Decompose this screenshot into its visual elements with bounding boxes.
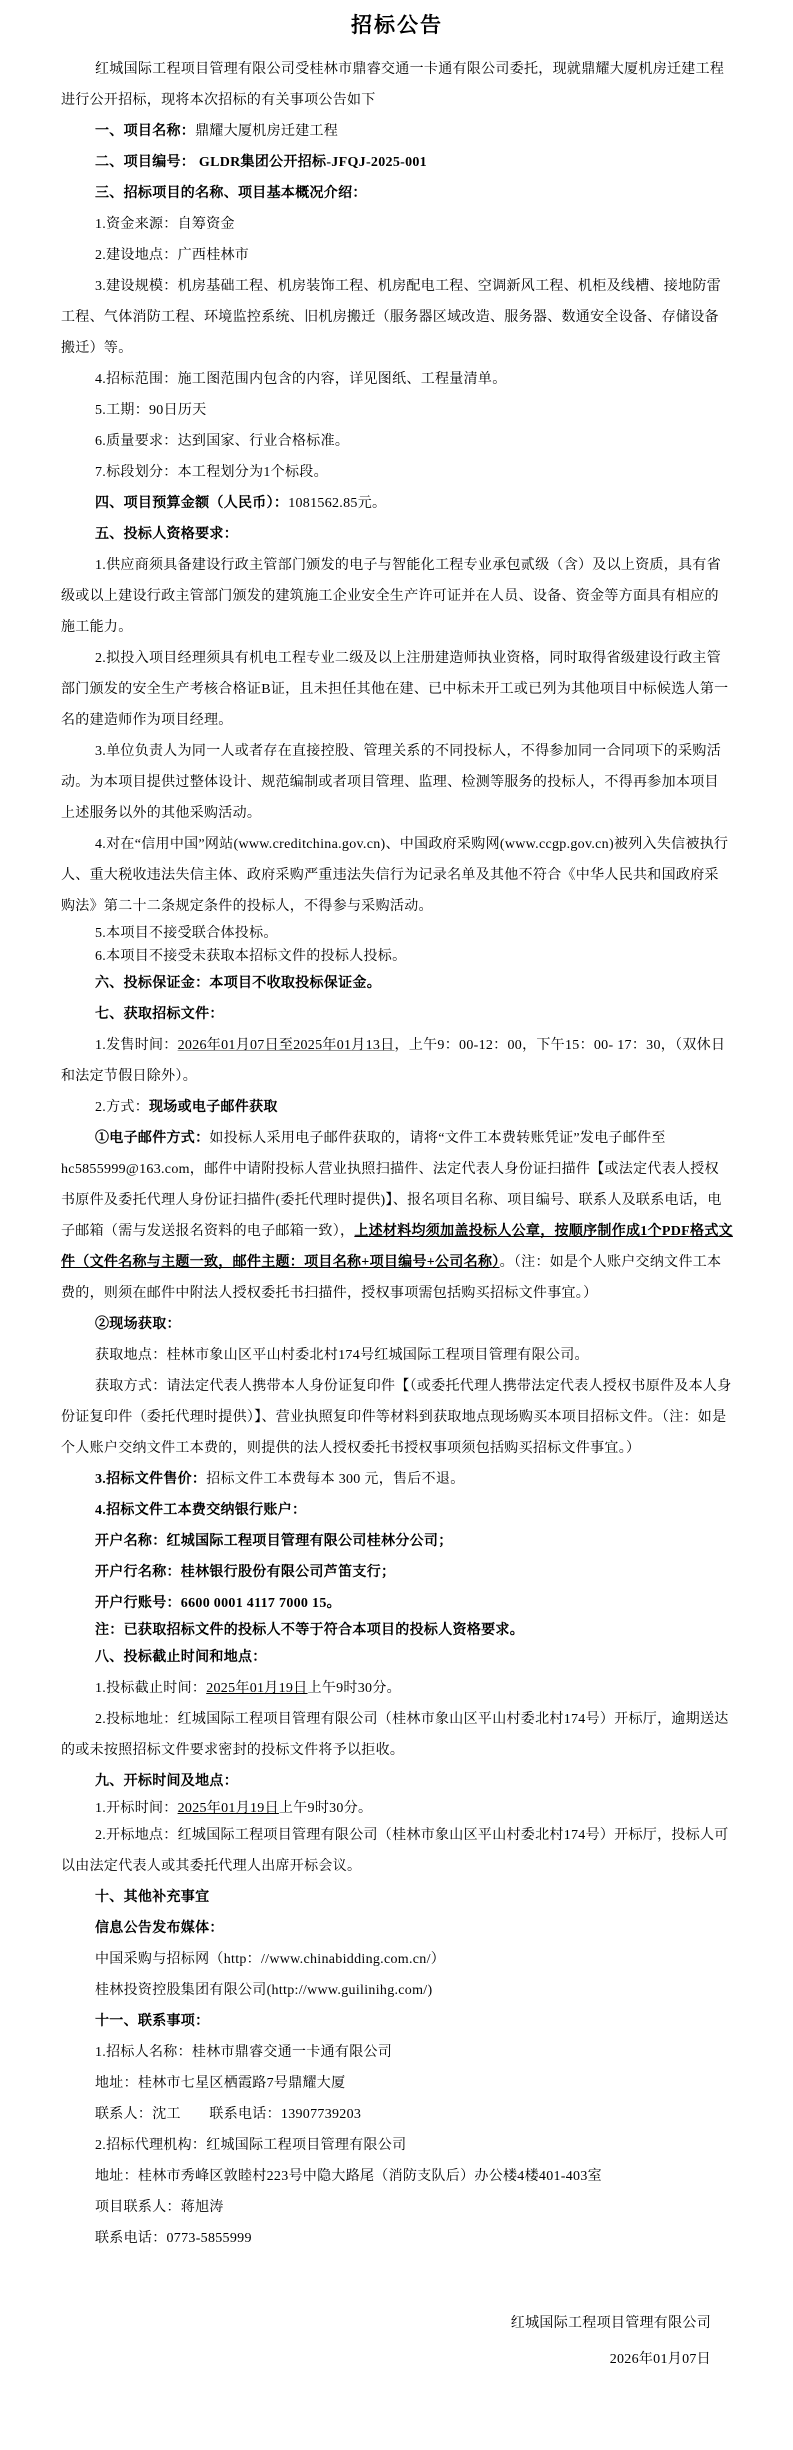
text-segment: 1.发售时间： <box>95 1038 178 1053</box>
paragraph <box>61 240 733 271</box>
text-segment: 。（注：如是个人账户交纳文件工本费的，则须在邮件中附法人授权委托书扫描件，授权事项需包括购买招标文件事宜。） <box>61 1255 722 1301</box>
text-segment: 4.招标文件工本费交纳银行账户： <box>95 1503 307 1518</box>
text-segment: 3.建设规模：机房基础工程、机房装饰工程、机房配电工程、空调新风工程、机柜及线槽、接地防雷工程、气体消防工程、环境监控系统、旧机房搬迁（服务器区域改造、服务器、数通安全设备、存储设备搬迁）等。 <box>61 279 721 356</box>
text-segment: 地址：桂林市秀峰区敦睦村223号中隐大路尾（消防支队后）办公楼4楼401-403室 <box>95 2169 602 2184</box>
paragraph <box>61 922 733 945</box>
text-segment: 十一、联系事项： <box>95 2014 210 2029</box>
text-segment: 4.招标范围：施工图范围内包含的内容，详见图纸、工程量清单。 <box>95 372 507 387</box>
paragraph <box>61 2192 733 2223</box>
text-segment: 联系电话：0773-5855999 <box>95 2231 252 2246</box>
paragraph <box>61 178 733 209</box>
text-segment: 三、招标项目的名称、项目基本概况介绍： <box>95 186 367 201</box>
signature-block <box>61 2306 733 2378</box>
text-segment: 二、项目编号： GLDR集团公开招标-JFQJ-2025-001 <box>95 155 427 170</box>
paragraph <box>61 147 733 178</box>
paragraph <box>61 1882 733 1913</box>
text-segment: 开户名称：红城国际工程项目管理有限公司桂林分公司； <box>95 1534 453 1549</box>
paragraph <box>61 209 733 240</box>
paragraph <box>61 395 733 426</box>
text-segment: 3.招标文件售价： <box>95 1472 207 1487</box>
paragraph <box>61 1526 733 1557</box>
paragraph <box>61 1557 733 1588</box>
paragraph <box>61 457 733 488</box>
paragraph <box>61 1913 733 1944</box>
paragraph <box>61 488 733 519</box>
paragraph <box>61 426 733 457</box>
paragraph <box>61 2006 733 2037</box>
text-segment: 桂林投资控股集团有限公司(http://www.guilinihg.com/) <box>95 1983 433 1998</box>
text-segment: 中国采购与招标网（http：//www.chinabidding.com.cn/） <box>95 1952 446 1967</box>
text-segment: 十、其他补充事宜 <box>95 1890 210 1905</box>
text-segment: 2.方式： <box>95 1100 149 1115</box>
paragraph <box>61 1797 733 1820</box>
text-segment: 上午9时30分。 <box>278 1801 373 1816</box>
paragraph <box>61 736 733 829</box>
text-segment: 1.投标截止时间： <box>95 1681 207 1696</box>
text-segment: 2.招标代理机构：红城国际工程项目管理有限公司 <box>95 2138 407 2153</box>
text-segment: 1081562.85元。 <box>288 496 387 511</box>
text-segment: 2.建设地点：广西桂林市 <box>95 248 250 263</box>
text-segment: 6.质量要求：达到国家、行业合格标准。 <box>95 434 350 449</box>
text-segment: 开户行名称：桂林银行股份有限公司芦笛支行； <box>95 1565 396 1580</box>
text-segment: 现场或电子邮件获取 <box>149 1100 278 1115</box>
text-segment: 开户行账号：6600 0001 4117 7000 15。 <box>95 1596 341 1611</box>
text-segment: 上午9时30分。 <box>307 1681 401 1696</box>
paragraph <box>61 519 733 550</box>
paragraph <box>61 1464 733 1495</box>
text-segment: 1.开标时间： <box>95 1801 178 1816</box>
text-segment: 获取方式：请法定代表人携带本人身份证复印件【（或委托代理人携带法定代表人授权书原件及本人身份证复印件（委托代理时提供）】、营业执照复印件等材料到获取地点现场购买本项目招标文件。（注：如是个人账户交纳文件工本费的，则提供的法人授权委托书授权事项须包括购买招标文件事宜。） <box>61 1379 732 1456</box>
paragraph <box>61 116 733 147</box>
paragraph <box>61 1642 733 1673</box>
paragraph <box>61 1704 733 1766</box>
text-segment: 红城国际工程项目管理有限公司受桂林市鼎睿交通一卡通有限公司委托，现就鼎耀大厦机房迁建工程进行公开招标，现将本次招标的有关事项公告如下 <box>61 62 725 108</box>
paragraph <box>61 1123 733 1309</box>
paragraph <box>61 1309 733 1340</box>
text-segment: 1.供应商须具备建设行政主管部门颁发的电子与智能化工程专业承包贰级（含）及以上资质，具有省级或以上建设行政主管部门颁发的建筑施工企业安全生产许可证并在人员、设备、资金等方面具有相应的施工能力。 <box>61 558 721 635</box>
paragraph <box>61 1371 733 1464</box>
text-segment: 7.标段划分：本工程划分为1个标段。 <box>95 465 328 480</box>
text-segment: 5.本项目不接受联合体投标。 <box>95 926 278 941</box>
text-segment: 2.投标地址：红城国际工程项目管理有限公司（桂林市象山区平山村委北村174号）开标厅，逾期送达的或未按照招标文件要求密封的投标文件将予以拒收。 <box>61 1712 729 1758</box>
text-segment: 一、项目名称： <box>95 124 196 139</box>
paragraph <box>61 643 733 736</box>
text-segment: 信息公告发布媒体： <box>95 1921 224 1936</box>
text-segment: 如投标人采用电子邮件获取的，请将“文件工本费转账凭证”发电子邮件至hc5855999@163.com，邮件中请附投标人营业执照扫描件、法定代表人身份证扫描件【或法定代表人授权书原件及委托代理人身份证扫描件(委托代理时提供)】、报名项目名称、项目编号、联系人及联系电话，电子邮箱（需与发送报名资料的电子邮箱一致）， <box>61 1131 722 1239</box>
signature-company: 红城国际工程项目管理有限公司 <box>510 2316 711 2331</box>
paragraph <box>61 968 733 999</box>
text-segment: 1.资金来源：自筹资金 <box>95 217 235 232</box>
paragraph <box>61 1619 733 1642</box>
paragraph <box>61 1495 733 1526</box>
text-segment: ①电子邮件方式： <box>95 1131 210 1146</box>
paragraph <box>61 1820 733 1882</box>
paragraph <box>61 1766 733 1797</box>
paragraph <box>61 54 733 116</box>
paragraph <box>61 364 733 395</box>
paragraph <box>61 2099 733 2130</box>
text-segment: 项目联系人：蒋旭涛 <box>95 2200 224 2215</box>
paragraph <box>61 1030 733 1092</box>
paragraph <box>61 1092 733 1123</box>
text-segment: 七、获取招标文件： <box>95 1007 224 1022</box>
text-segment: 1.招标人名称：桂林市鼎睿交通一卡通有限公司 <box>95 2045 393 2060</box>
text-segment: 五、投标人资格要求： <box>95 527 238 542</box>
paragraph <box>61 550 733 643</box>
paragraph <box>61 999 733 1030</box>
document-title: 招标公告 <box>351 13 443 37</box>
paragraph <box>61 271 733 364</box>
signature-date: 2026年01月07日 <box>609 2352 711 2367</box>
paragraph <box>61 1340 733 1371</box>
paragraph <box>61 829 733 922</box>
text-segment: 六、投标保证金：本项目不收取投标保证金。 <box>95 976 381 991</box>
text-segment: 八、投标截止时间和地点： <box>95 1650 267 1665</box>
paragraph <box>61 1944 733 1975</box>
text-segment: 2026年01月07日至2025年01月13日 <box>177 1038 395 1053</box>
paragraph <box>61 2130 733 2161</box>
paragraph <box>61 1975 733 2006</box>
text-segment: 注：已获取招标文件的投标人不等于符合本项目的投标人资格要求。 <box>95 1623 524 1638</box>
text-segment: 地址：桂林市七星区栖霞路7号鼎耀大厦 <box>95 2076 346 2091</box>
paragraph <box>61 2068 733 2099</box>
text-segment: 上述材料均须加盖投标人公章，按顺序制作成1个PDF格式文件（文件名称与主题一致，邮件主题：项目名称+项目编号+公司名称） <box>61 1224 733 1270</box>
text-segment: 2.开标地点：红城国际工程项目管理有限公司（桂林市象山区平山村委北村174号）开标厅，投标人可以由法定代表人或其委托代理人出席开标会议。 <box>61 1828 729 1874</box>
text-segment: 2.拟投入项目经理须具有机电工程专业二级及以上注册建造师执业资格，同时取得省级建设行政主管部门颁发的安全生产考核合格证B证，且未担任其他在建、已中标未开工或已列为其他项目中标候选人第一名的建造师作为项目经理。 <box>61 651 729 728</box>
paragraph <box>61 2161 733 2192</box>
paragraph <box>61 945 733 968</box>
text-segment: ，上午9：00-12：00，下午15：00- 17：30，（双休日和法定节假日除外）。 <box>61 1038 726 1084</box>
text-segment: 招标文件工本费每本 300 元，售后不退。 <box>206 1472 465 1487</box>
paragraph <box>61 2223 733 2254</box>
text-segment: 2025年01月19日 <box>206 1681 308 1696</box>
paragraph <box>61 1673 733 1704</box>
text-segment: 联系人：沈工 联系电话：13907739203 <box>95 2107 362 2122</box>
text-segment: 2025年01月19日 <box>177 1801 279 1816</box>
text-segment: 3.单位负责人为同一人或者存在直接控股、管理关系的不同投标人，不得参加同一合同项下的采购活动。为本项目提供过整体设计、规范编制或者项目管理、监理、检测等服务的投标人，不得再参加本项目上述服务以外的其他采购活动。 <box>61 744 721 821</box>
document-paragraphs <box>61 54 733 2254</box>
text-segment: 5.工期：90日历天 <box>95 403 207 418</box>
text-segment: 6.本项目不接受未获取本招标文件的投标人投标。 <box>95 949 407 964</box>
text-segment: 九、开标时间及地点： <box>95 1774 238 1789</box>
text-segment: ②现场获取： <box>95 1317 181 1332</box>
paragraph <box>61 1588 733 1619</box>
text-segment: 鼎耀大厦机房迁建工程 <box>195 124 339 139</box>
text-segment: 四、项目预算金额（人民币）： <box>95 496 289 511</box>
paragraph <box>61 2037 733 2068</box>
text-segment: 4.对在“信用中国”网站(www.creditchina.gov.cn)、中国政府采购网(www.ccgp.gov.cn)被列入失信被执行人、重大税收违法失信主体、政府采购严重违法失信行为记录名单及其他不符合《中华人民共和国政府采购法》第二十二条规定条件的投标人，不得参与采购活动。 <box>61 837 729 914</box>
text-segment: 获取地点：桂林市象山区平山村委北村174号红城国际工程项目管理有限公司。 <box>95 1348 589 1363</box>
